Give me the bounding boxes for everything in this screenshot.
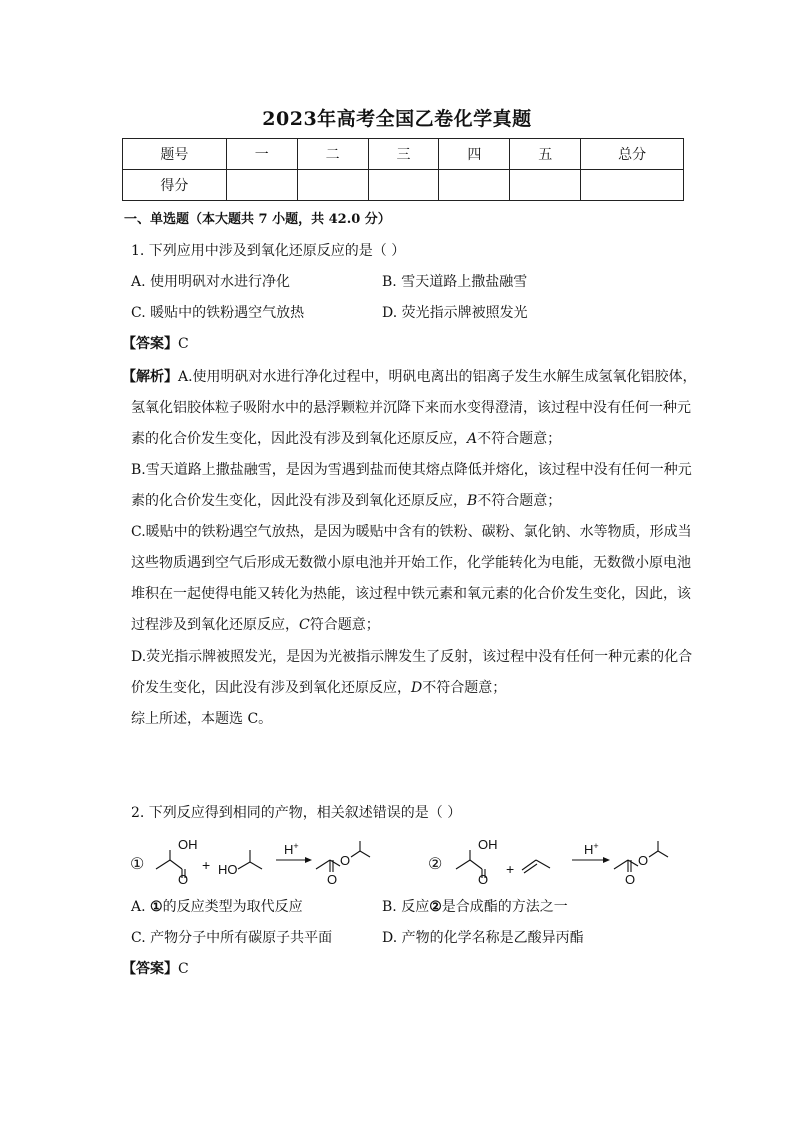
q1-option-c: C. 暖贴中的铁粉遇空气放热 (131, 305, 305, 321)
q1-analysis-line: C.暖贴中的铁粉遇空气放热，是因为暖贴中含有的铁粉、碳粉、氯化钠、水等物质，形成当 (131, 524, 692, 540)
analysis-text: 不符合题意； (477, 431, 562, 447)
circle-2: ② (428, 856, 443, 873)
q1-option-b: B. 雪天道路上撒盐融雪 (382, 274, 528, 290)
option-text: 是合成酯的方法之一 (441, 899, 568, 915)
acid2-oh-label: OH (478, 837, 498, 852)
analysis-text: 不符合题意； (477, 493, 562, 509)
score-cell[interactable] (297, 170, 368, 201)
q1-answer (122, 333, 189, 353)
score-cell[interactable] (368, 170, 439, 201)
acid-o-label: O (178, 872, 189, 886)
option-circle: ① (150, 899, 163, 915)
q1-stem: 1. 下列应用中涉及到氧化还原反应的是（ ） (131, 243, 406, 259)
q2-option-b (382, 896, 568, 916)
catalyst-label: H+ (284, 841, 299, 857)
acid2-o-label: O (478, 872, 489, 886)
page-title: 2023年高考全国乙卷化学真题 (262, 108, 532, 130)
section-heading: 一、单选题（本大题共 7 小题，共 42.0 分） (124, 212, 391, 227)
plus-sign-2: + (506, 861, 515, 877)
ester-o-label: O (340, 853, 351, 868)
q1-analysis-line: 综上所述，本题选 C。 (131, 711, 273, 727)
acid-oh-label: OH (178, 837, 198, 852)
arrow-head-icon (603, 857, 610, 863)
analysis-letter: B (467, 493, 478, 509)
answer-label: 【答案】 (122, 961, 178, 977)
q2-option-d: D. 产物的化学名称是乙酸异丙酯 (382, 930, 584, 946)
ester2-o-label: O (638, 853, 649, 868)
score-table-header-row (123, 139, 684, 170)
option-text: B. 反应 (382, 899, 430, 915)
score-header-cell: 四 (439, 139, 510, 170)
ester2-carbonyl-o-label: O (625, 872, 636, 886)
analysis-letter: C (299, 617, 310, 633)
analysis-text: 素的化合价发生变化，因此没有涉及到氧化还原反应， (131, 493, 467, 509)
q2-option-a (131, 896, 303, 916)
score-cell[interactable] (226, 170, 297, 201)
option-text: 的反应类型为取代反应 (162, 899, 303, 915)
analysis-text: 过程涉及到氧化还原反应， (131, 617, 299, 633)
q1-analysis-line: 氢氧化铝胶体粒子吸附水中的悬浮颗粒并沉降下来而水变得澄清，该过程中没有任何一种元 (131, 400, 691, 416)
circle-1: ① (130, 856, 145, 873)
score-cell[interactable] (581, 170, 684, 201)
reaction-scheme (126, 836, 686, 886)
score-row-label: 得分 (123, 170, 227, 201)
score-table (122, 138, 684, 201)
q1-option-d: D. 荧光指示牌被照发光 (382, 305, 528, 321)
score-cell[interactable] (510, 170, 581, 201)
q1-analysis-line: 这些物质遇到空气后形成无数微小原电池并开始工作，化学能转化为电能，无数微小原电池 (131, 555, 691, 571)
q1-analysis-line: 堆积在一起使得电能又转化为热能，该过程中铁元素和氧元素的化合价发生变化，因此，该 (131, 586, 691, 602)
q1-option-a: A. 使用明矾对水进行净化 (131, 274, 291, 290)
analysis-letter: A (467, 431, 478, 447)
score-header-cell: 二 (297, 139, 368, 170)
alcohol-ho-label: HO (218, 862, 238, 877)
q1-analysis-line (131, 614, 380, 634)
analysis-label: 【解析】 (122, 369, 178, 385)
q2-answer (122, 958, 189, 978)
q2-option-c: C. 产物分子中所有碳原子共平面 (131, 930, 333, 946)
analysis-text: 符合题意； (309, 617, 380, 633)
score-header-cell: 三 (368, 139, 439, 170)
arrow-head-icon (305, 857, 312, 863)
analysis-text: 不符合题意； (422, 680, 507, 696)
q2-stem: 2. 下列反应得到相同的产物，相关叙述错误的是（ ） (131, 805, 462, 821)
analysis-letter: D (411, 680, 423, 696)
score-header-cell: 总分 (581, 139, 684, 170)
answer-label: 【答案】 (122, 336, 178, 352)
score-cell[interactable] (439, 170, 510, 201)
score-header-cell: 五 (510, 139, 581, 170)
analysis-text: 价发生变化，因此没有涉及到氧化还原反应， (131, 680, 411, 696)
q1-analysis-line (131, 490, 561, 510)
score-table-row (123, 170, 684, 201)
answer-value: C (178, 961, 189, 977)
option-text: A. (131, 899, 151, 915)
analysis-text: 素的化合价发生变化，因此没有涉及到氧化还原反应， (131, 431, 467, 447)
q1-analysis-line (131, 677, 506, 697)
analysis-text: A.使用明矾对水进行净化过程中，明矾电离出的铝离子发生水解生成氢氧化铝胶体， (178, 369, 697, 385)
score-header-cell: 一 (226, 139, 297, 170)
q1-analysis-line (131, 428, 561, 448)
option-circle: ② (429, 899, 442, 915)
q1-analysis-line: B.雪天道路上撒盐融雪，是因为雪遇到盐而使其熔点降低并熔化，该过程中没有任何一种元 (131, 462, 692, 478)
q1-analysis-line: D.荧光指示牌被照发光，是因为光被指示牌发生了反射，该过程中没有任何一种元素的化合 (131, 649, 693, 665)
plus-sign: + (202, 857, 211, 873)
score-header-cell: 题号 (123, 139, 227, 170)
ester-carbonyl-o-label: O (327, 872, 338, 886)
q1-analysis-line (122, 366, 697, 386)
isopropanol-structure (238, 850, 262, 869)
answer-value: C (178, 336, 189, 352)
catalyst-label-2: H+ (584, 841, 599, 857)
propene-structure (522, 860, 550, 873)
